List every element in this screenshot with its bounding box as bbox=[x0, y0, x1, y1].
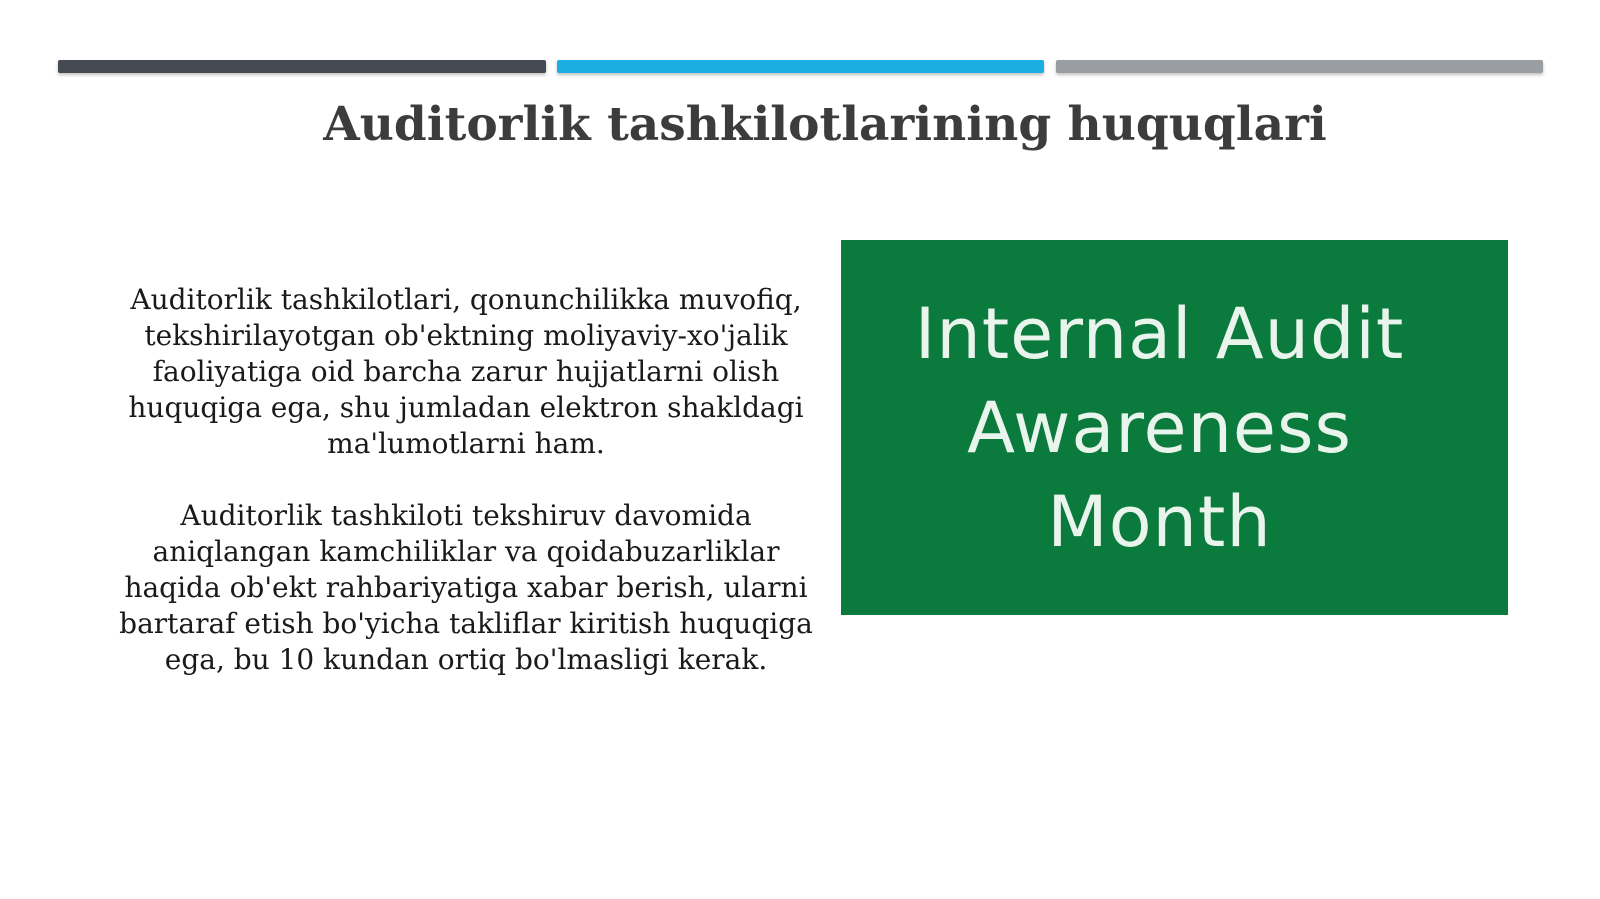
accent-bar-blue bbox=[557, 60, 1044, 73]
banner-line: Month bbox=[1047, 480, 1272, 563]
body-paragraph: Auditorlik tashkilotlari, qonunchilikka muvofiq, tekshirilayotgan ob'ektning moliyaviy-xo'jalik faoliyatiga oid barcha zarur hujjatlarni olish huquqiga ega, shu jumladan elektron shakldagi ma'lumotlarni ham. bbox=[128, 283, 804, 460]
internal-audit-awareness-image bbox=[841, 240, 1508, 615]
slide-title: Auditorlik tashkilotlarining huquqlari bbox=[323, 97, 1327, 152]
accent-bar-dark bbox=[58, 60, 546, 73]
accent-bar-gray bbox=[1056, 60, 1543, 73]
banner-text bbox=[915, 287, 1405, 569]
slide-body bbox=[110, 282, 822, 714]
banner-line: Internal Audit bbox=[914, 292, 1405, 375]
body-paragraph: Auditorlik tashkiloti tekshiruv davomida aniqlangan kamchiliklar va qoidabuzarliklar haqida ob'ekt rahbariyatiga xabar berish, ularni bartaraf etish bo'yicha takliflar kiritish huquqiga ega, bu 10 kundan ortiq bo'lmasligi kerak. bbox=[119, 499, 813, 676]
banner-line: Awareness bbox=[967, 386, 1352, 469]
